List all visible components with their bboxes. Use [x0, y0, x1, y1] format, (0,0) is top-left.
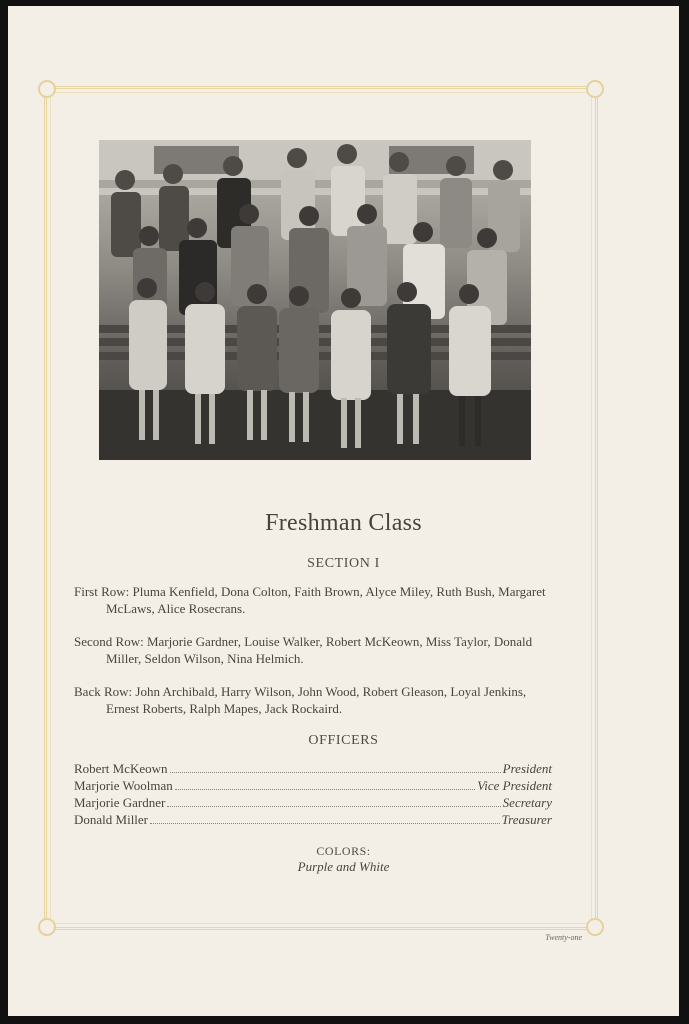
officer-row: [74, 795, 552, 812]
officer-row: [74, 761, 552, 778]
border-ornament: [38, 918, 56, 936]
row-caption-first: [74, 584, 552, 617]
officer-row: [74, 778, 552, 795]
officer-name: Robert McKeown: [74, 761, 168, 776]
dot-leader: [150, 823, 500, 824]
page-title: Freshman Class: [265, 510, 422, 536]
border-ornament: [38, 80, 56, 98]
officer-role: Treasurer: [501, 812, 552, 827]
class-photo-illustration: [99, 140, 531, 460]
caption-text: Second Row: Marjorie Gardner, Louise Walker, Robert McKeown, Miss Taylor, Donald Miller, Seldon Wilson, Nina Helmich.: [74, 634, 533, 666]
section-heading: SECTION I: [307, 556, 380, 571]
officers-list: [74, 761, 552, 829]
dot-leader: [175, 789, 476, 790]
class-photo: [99, 140, 531, 460]
officers-heading: OFFICERS: [308, 733, 379, 748]
officer-role: Vice President: [477, 778, 552, 793]
officer-row: [74, 812, 552, 829]
officer-name: Marjorie Woolman: [74, 778, 173, 793]
page-number: Twenty-one: [545, 933, 582, 942]
dot-leader: [170, 772, 501, 773]
colors-value: Purple and White: [297, 859, 390, 874]
row-caption-second: [74, 634, 552, 667]
row-caption-back: [74, 684, 552, 717]
officer-name: Donald Miller: [74, 812, 149, 827]
border-ornament: [586, 80, 604, 98]
caption-text: First Row: Pluma Kenfield, Dona Colton, Faith Brown, Alyce Miley, Ruth Bush, Margaret McLaws, Alice Rosecrans.: [74, 584, 546, 616]
officer-name: Marjorie Gardner: [74, 795, 166, 810]
officer-role: President: [502, 761, 552, 776]
yearbook-page: [8, 6, 679, 1016]
colors-label: COLORS:: [316, 844, 371, 858]
caption-text: Back Row: John Archibald, Harry Wilson, John Wood, Robert Gleason, Loyal Jenkins, Ernest Roberts, Ralph Mapes, Jack Rockaird.: [74, 684, 527, 716]
officer-role: Secretary: [502, 795, 552, 810]
border-ornament: [586, 918, 604, 936]
dot-leader: [167, 806, 500, 807]
